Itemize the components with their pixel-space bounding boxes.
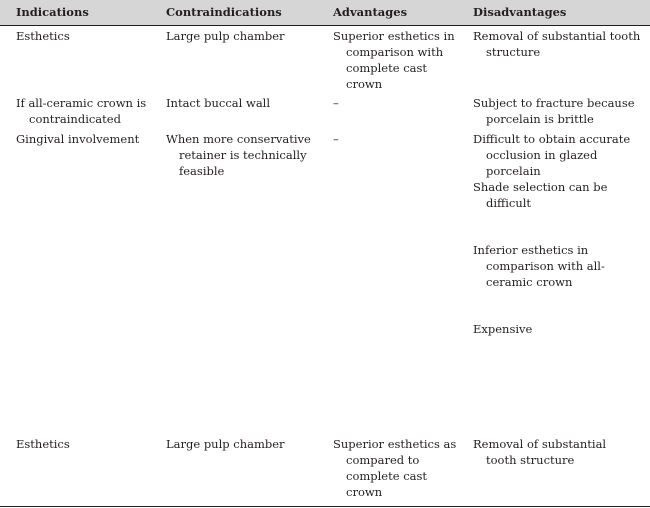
row-2-indication	[16, 95, 154, 127]
cell-line: –	[333, 96, 339, 110]
row-2-contraindication	[166, 95, 321, 111]
cell-line: crown	[346, 485, 383, 499]
cell-line: difficult	[486, 196, 532, 210]
cell-line: Difficult to obtain accurate	[473, 132, 631, 146]
cell-line: crown	[346, 77, 383, 91]
cell-line: Shade selection can be	[473, 180, 608, 194]
row-3-disadvantage-2	[473, 179, 643, 211]
cell-line: Superior esthetics in	[333, 29, 455, 43]
cell-line: Gingival involvement	[16, 132, 140, 146]
row-3-disadvantage-1	[473, 131, 643, 179]
cell-line: Large pulp chamber	[166, 437, 285, 451]
header-advantages: Advantages	[333, 5, 408, 19]
row-3-disadvantage-3	[473, 242, 643, 290]
cell-line: ceramic crown	[486, 275, 573, 289]
cell-line: If all-ceramic crown is	[16, 96, 147, 110]
cell-line: Expensive	[473, 322, 533, 336]
cell-line: Esthetics	[16, 29, 70, 43]
row-3-advantage	[333, 131, 463, 147]
cell-line: Subject to fracture because	[473, 96, 635, 110]
cell-line: compared to	[346, 453, 420, 467]
row-1-contraindication	[166, 28, 321, 44]
cell-line: complete cast	[346, 61, 428, 75]
cell-line: feasible	[179, 164, 225, 178]
cell-line: Inferior esthetics in	[473, 243, 589, 257]
row-4-indication	[16, 436, 154, 452]
cell-line: Removal of substantial	[473, 437, 607, 451]
cell-line: Intact buccal wall	[166, 96, 271, 110]
table-header-row	[0, 0, 650, 26]
row-1-advantage	[333, 28, 463, 92]
cell-line: structure	[486, 45, 541, 59]
cell-line: Large pulp chamber	[166, 29, 285, 43]
row-3-disadvantage-4	[473, 321, 643, 337]
row-3-indication	[16, 131, 154, 147]
header-indications: Indications	[16, 5, 89, 19]
row-3-contraindication	[166, 131, 321, 179]
row-1-disadvantage	[473, 28, 643, 60]
cell-line: –	[333, 132, 339, 146]
cell-line: tooth structure	[486, 453, 575, 467]
cell-line: porcelain	[486, 164, 541, 178]
row-2-disadvantage	[473, 95, 643, 127]
header-contraindications: Contraindications	[166, 5, 282, 19]
table-bottom-rule	[0, 506, 650, 507]
cell-line: occlusion in glazed	[486, 148, 598, 162]
cell-line: porcelain is brittle	[486, 112, 594, 126]
header-disadvantages: Disadvantages	[473, 5, 567, 19]
cell-line: Esthetics	[16, 437, 70, 451]
row-4-advantage	[333, 436, 463, 500]
row-2-advantage	[333, 95, 463, 111]
cell-line: When more conservative	[166, 132, 311, 146]
cell-line: complete cast	[346, 469, 428, 483]
row-4-disadvantage	[473, 436, 643, 468]
row-4-contraindication	[166, 436, 321, 452]
cell-line: retainer is technically	[179, 148, 307, 162]
cell-line: contraindicated	[29, 112, 121, 126]
cell-line: comparison with	[346, 45, 444, 59]
cell-line: Superior esthetics as	[333, 437, 457, 451]
row-1-indication	[16, 28, 154, 44]
cell-line: Removal of substantial tooth	[473, 29, 641, 43]
cell-line: comparison with all-	[486, 259, 605, 273]
